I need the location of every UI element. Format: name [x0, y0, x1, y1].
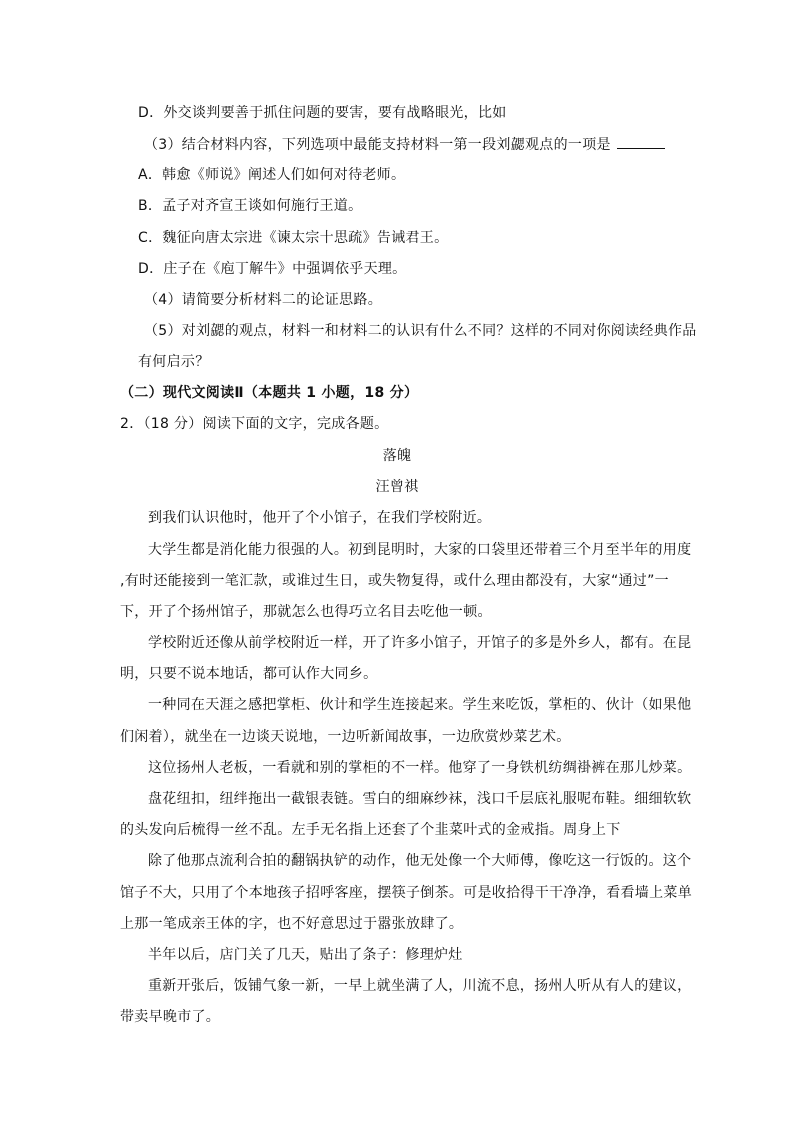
article-line: 大学生都是消化能力很强的人。初到昆明时，大家的口袋里还带着三个月至半年的用度	[148, 542, 692, 558]
article-title: 落魄	[382, 448, 412, 464]
article-line: 的头发向后梳得一丝不乱。左手无名指上还套了个韭菜叶式的金戒指。周身上下	[120, 822, 621, 838]
article-line: 除了他那点流利合拍的翻锅执铲的动作，他无处像一个大师傅，像吃这一行饭的。这个	[148, 853, 692, 869]
question-2: 2．（18 分）阅读下面的文字，完成各题。	[120, 416, 389, 432]
q3-stem	[144, 134, 665, 155]
article-line: ,有时还能接到一笔汇款，或谁过生日，或失物复得，或什么理由都没有，大家“通过”一	[120, 573, 669, 589]
article-line: 盘花纽扣，纽绊拖出一截银表链。雪白的细麻纱袜，浅口千层底礼服呢布鞋。细细软软	[148, 791, 692, 807]
article-line: 半年以后，店门关了几天，贴出了条子：修理炉灶	[148, 947, 463, 963]
q3-option-b: B．孟子对齐宣王谈如何施行王道。	[138, 198, 363, 214]
q3-option-c: C．魏征向唐太宗进《谏太宗十思疏》告诫君王。	[138, 230, 449, 246]
article-line: 馆子不大，只用了个本地孩子招呼客座，摆筷子倒茶。可是收拾得干干净净，看看墙上菜单	[120, 885, 692, 901]
article-line: 这位扬州人老板，一看就和别的掌柜的不一样。他穿了一身铁机纺绸褂裤在那儿炒菜。	[148, 760, 692, 776]
q5-line1: （5）对刘勰的观点，材料一和材料二的认识有什么不同？这样的不同对你阅读经典作品	[144, 323, 697, 339]
article-line: 下，开了个扬州馆子，那就怎么也得巧立名目去吃他一顿。	[120, 604, 492, 620]
q4: （4）请简要分析材料二的论证思路。	[144, 292, 383, 308]
article-line: 们闲着），就坐在一边谈天说地，一边听新闻故事，一边欣赏炒菜艺术。	[120, 729, 571, 745]
article-line: 到我们认识他时，他开了个小馆子，在我们学校附近。	[148, 510, 492, 526]
answer-blank[interactable]	[617, 134, 665, 149]
article-line: 带卖早晚市了。	[120, 1009, 221, 1025]
q3-option-d: D．庄子在《庖丁解牛》中强调依乎天理。	[138, 261, 407, 277]
article-line: 上那一笔成亲王体的字，也不好意思过于嚣张放肆了。	[120, 916, 464, 932]
q3-stem-text: （3）结合材料内容，下列选项中最能支持材料一第一段刘勰观点的一项是	[144, 137, 611, 153]
article-author: 汪曾祺	[375, 479, 419, 495]
q1-option-d: D．外交谈判要善于抓住问题的要害，要有战略眼光，比如	[138, 105, 507, 121]
article-line: 重新开张后，饭铺气象一新，一早上就坐满了人，川流不息，扬州人听从有人的建议，	[148, 978, 692, 994]
q5-line2: 有何启示？	[138, 354, 210, 370]
article-line: 学校附近还像从前学校附近一样，开了许多小馆子，开馆子的多是外乡人，都有。在昆	[148, 635, 692, 651]
article-line: 明，只要不说本地话，都可认作大同乡。	[120, 666, 378, 682]
q3-option-a: A．韩愈《师说》阐述人们如何对待老师。	[138, 167, 406, 183]
section-heading: （二）现代文阅读Ⅱ（本题共 1 小题，18 分）	[120, 385, 419, 401]
article-line: 一种同在天涯之感把掌柜、伙计和学生连接起来。学生来吃饭，掌柜的、伙计（如果他	[148, 697, 692, 713]
